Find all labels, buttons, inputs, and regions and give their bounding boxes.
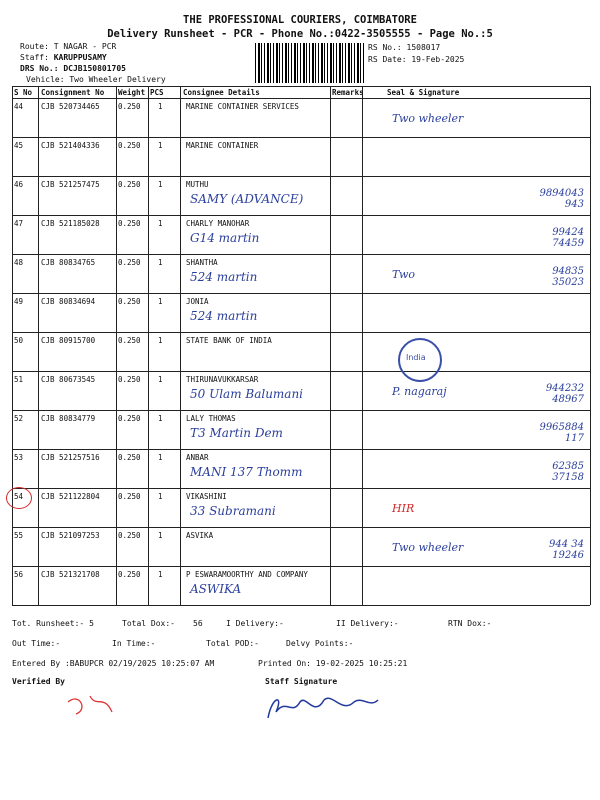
column-divider <box>362 86 363 605</box>
consignee-name: CHARLY MANOHAR <box>186 219 250 228</box>
vehicle-label: Vehicle: Two Wheeler Delivery <box>26 75 166 84</box>
consignment-number: CJB 80834779 <box>41 414 96 423</box>
entered-by: Entered By :BABUPCR 02/19/2025 10:25:07 AM <box>12 659 215 668</box>
barcode <box>255 43 365 83</box>
drs-number: DCJB150801705 <box>63 64 126 73</box>
row-divider <box>12 605 590 606</box>
i-delivery: I Delivery:- <box>226 619 284 628</box>
stamp-text: India <box>406 353 426 362</box>
column-divider <box>12 86 13 605</box>
row-divider <box>12 527 590 528</box>
handwritten-phone: 62385 37158 <box>552 461 584 483</box>
handwritten-address: MANI 137 Thomm <box>190 465 303 479</box>
pcs-value: 1 <box>158 102 163 111</box>
staff-signature <box>262 688 382 728</box>
handwritten-address: 524 martin <box>190 309 258 323</box>
consignee-name: VIKASHINI <box>186 492 227 501</box>
row-divider <box>12 254 590 255</box>
verified-by-label: Verified By <box>12 677 65 686</box>
consignment-number: CJB 80915700 <box>41 336 96 345</box>
handwritten-address: SAMY (ADVANCE) <box>190 192 304 206</box>
drs-label: DRS No.: <box>20 64 59 73</box>
highlight-circle <box>6 487 32 509</box>
handwritten-phone: 9965884 117 <box>539 422 584 444</box>
rs-number: RS No.: 1508017 <box>368 43 441 52</box>
bank-seal-stamp <box>398 338 442 382</box>
row-divider <box>12 332 590 333</box>
column-header: PCS <box>150 88 164 97</box>
handwritten-phone: 944232 48967 <box>545 383 584 405</box>
consignment-number: CJB 80673545 <box>41 375 96 384</box>
signature-text: HIR <box>392 502 415 515</box>
consignment-number: CJB 521122804 <box>41 492 100 501</box>
pcs-value: 1 <box>158 492 163 501</box>
delvy-points: Delvy Points:- <box>286 639 354 648</box>
signature-text: Two <box>392 268 415 281</box>
signature-text: Two wheeler <box>392 112 464 125</box>
out-time: Out Time:- <box>12 639 61 648</box>
handwritten-address: 524 martin <box>190 270 258 284</box>
weight-value: 0.250 <box>118 180 141 189</box>
company-title: THE PROFESSIONAL COURIERS, COIMBATORE <box>183 14 417 26</box>
signature-text: Two wheeler <box>392 541 464 554</box>
row-divider <box>12 488 590 489</box>
pcs-value: 1 <box>158 453 163 462</box>
consignment-number: CJB 521404336 <box>41 141 100 150</box>
pcs-value: 1 <box>158 297 163 306</box>
serial-number: 48 <box>14 258 24 267</box>
consignment-number: CJB 521097253 <box>41 531 100 540</box>
row-divider <box>12 215 590 216</box>
weight-value: 0.250 <box>118 414 141 423</box>
handwritten-address: G14 martin <box>190 231 260 245</box>
total-pod: Total POD:- <box>206 639 259 648</box>
column-header: Seal & Signature <box>387 88 460 97</box>
pcs-value: 1 <box>158 219 163 228</box>
consignment-number: CJB 521257516 <box>41 453 100 462</box>
consignment-number: CJB 80834765 <box>41 258 96 267</box>
table-header-divider <box>12 98 590 99</box>
serial-number: 52 <box>14 414 24 423</box>
consignment-number: CJB 521185028 <box>41 219 100 228</box>
row-divider <box>12 137 590 138</box>
row-divider <box>12 293 590 294</box>
staff-signature-label: Staff Signature <box>265 677 338 686</box>
row-divider <box>12 449 590 450</box>
consignment-number: CJB 520734465 <box>41 102 100 111</box>
weight-value: 0.250 <box>118 297 141 306</box>
pcs-value: 1 <box>158 258 163 267</box>
serial-number: 44 <box>14 102 24 111</box>
consignee-name: P ESWARAMOORTHY AND COMPANY <box>186 570 308 579</box>
handwritten-address: T3 Martin Dem <box>190 426 283 440</box>
staff-label: Staff: <box>20 53 49 62</box>
pcs-value: 1 <box>158 336 163 345</box>
column-header: Consignment No <box>41 88 105 97</box>
consignment-number: CJB 521321708 <box>41 570 100 579</box>
consignee-name: STATE BANK OF INDIA <box>186 336 272 345</box>
pcs-value: 1 <box>158 531 163 540</box>
runsheet-subtitle: Delivery Runsheet - PCR - Phone No.:0422-3505555 - Page No.:5 <box>107 28 493 40</box>
column-divider <box>38 86 39 605</box>
column-divider <box>590 86 591 605</box>
column-divider <box>330 86 331 605</box>
ii-delivery: II Delivery:- <box>336 619 399 628</box>
column-divider <box>148 86 149 605</box>
column-divider <box>180 86 181 605</box>
pcs-value: 1 <box>158 141 163 150</box>
staff-line <box>20 53 107 62</box>
staff-name: KARUPPUSAMY <box>53 53 107 62</box>
serial-number: 50 <box>14 336 24 345</box>
consignee-name: JONIA <box>186 297 209 306</box>
verifier-signature <box>60 690 120 720</box>
handwritten-address: ASWIKA <box>190 582 242 596</box>
handwritten-phone: 944 34 19246 <box>549 539 584 561</box>
column-header: Consignee Details <box>183 88 260 97</box>
weight-value: 0.250 <box>118 453 141 462</box>
row-divider <box>12 566 590 567</box>
serial-number: 53 <box>14 453 24 462</box>
consignee-name: ANBAR <box>186 453 209 462</box>
rtn-dox: RTN Dox:- <box>448 619 492 628</box>
row-divider <box>12 410 590 411</box>
handwritten-phone: 94835 35023 <box>552 266 584 288</box>
pcs-value: 1 <box>158 414 163 423</box>
drs-line <box>20 64 126 73</box>
row-divider <box>12 176 590 177</box>
column-header: Weight <box>118 88 146 97</box>
weight-value: 0.250 <box>118 141 141 150</box>
serial-number: 47 <box>14 219 24 228</box>
consignment-number: CJB 80834694 <box>41 297 96 306</box>
serial-number: 49 <box>14 297 24 306</box>
serial-number: 56 <box>14 570 24 579</box>
consignee-name: MUTHU <box>186 180 209 189</box>
rs-date: RS Date: 19-Feb-2025 <box>368 55 465 64</box>
weight-value: 0.250 <box>118 492 141 501</box>
column-header: S No <box>14 88 33 97</box>
column-header: Remarks <box>332 88 364 97</box>
weight-value: 0.250 <box>118 570 141 579</box>
weight-value: 0.250 <box>118 102 141 111</box>
consignee-name: THIRUNAVUKKARSAR <box>186 375 259 384</box>
handwritten-address: 33 Subramani <box>190 504 276 518</box>
weight-value: 0.250 <box>118 219 141 228</box>
weight-value: 0.250 <box>118 375 141 384</box>
column-divider <box>116 86 117 605</box>
consignment-number: CJB 521257475 <box>41 180 100 189</box>
serial-number: 51 <box>14 375 24 384</box>
consignee-name: ASVIKA <box>186 531 214 540</box>
serial-number: 45 <box>14 141 24 150</box>
weight-value: 0.250 <box>118 258 141 267</box>
serial-number: 55 <box>14 531 24 540</box>
pcs-value: 1 <box>158 180 163 189</box>
signature-text: P. nagaraj <box>392 385 447 398</box>
total-dox-label: Total Dox:- <box>122 619 175 628</box>
consignee-name: SHANTHA <box>186 258 218 267</box>
weight-value: 0.250 <box>118 531 141 540</box>
in-time: In Time:- <box>112 639 156 648</box>
handwritten-phone: 9894043 943 <box>539 188 584 210</box>
printed-on: Printed On: 19-02-2025 10:25:21 <box>258 659 408 668</box>
route-label: Route: T NAGAR - PCR <box>20 42 117 51</box>
total-dox-value: 56 <box>193 619 203 628</box>
weight-value: 0.250 <box>118 336 141 345</box>
serial-number: 54 <box>14 492 24 501</box>
consignee-name: LALY THOMAS <box>186 414 236 423</box>
consignee-name: MARINE CONTAINER <box>186 141 259 150</box>
row-divider <box>12 371 590 372</box>
consignee-name: MARINE CONTAINER SERVICES <box>186 102 299 111</box>
serial-number: 46 <box>14 180 24 189</box>
handwritten-phone: 99424 74459 <box>552 227 584 249</box>
pcs-value: 1 <box>158 375 163 384</box>
pcs-value: 1 <box>158 570 163 579</box>
table-top-border <box>12 86 590 87</box>
handwritten-address: 50 Ulam Balumani <box>190 387 304 401</box>
tot-runsheet: Tot. Runsheet:- 5 <box>12 619 94 628</box>
